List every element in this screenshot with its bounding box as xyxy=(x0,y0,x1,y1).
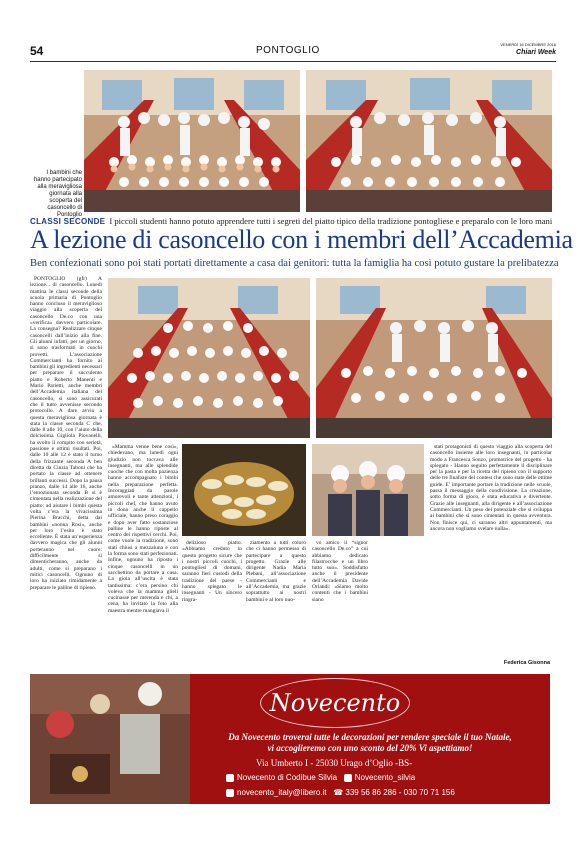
page-header xyxy=(30,44,556,62)
ad-social-row xyxy=(226,773,415,782)
column-2-text: «Mamma venne bene così», chiedevano, ma lunedì ogni giudizio non toccava alle insegnanti, ma alle splendide cuoche che con molta pazienza hanno accompagnato i bimbi nella preparazione perfetta. Incoraggiati da parole amorevoli e tante attenzioni, i piccoli chef, che hanno avuto in dono anche il cappello ufficiale, hanno preso coraggio e dopo aver fatto sostanziose palline le hanno riposte al centro dei rispettivi cerchi. Poi, come vuole la tradizione, sono stati chiusi a mezzaluna e con la forma sono stati perfezionati. Infine, ognuno ha riposto i cinque casoncelli in un sacchettino da portare a casa. La gioia all’uscita è stata tantissima: c’era persino chi voleva che la mamma glieli cucinasse per merenda e chi, a cena, ha invitato la foto alla maestra mentre mangiava il xyxy=(108,444,178,614)
article-column-1 xyxy=(30,276,102,668)
article-signature: Federica Gisonna xyxy=(503,660,550,666)
article-column-3 xyxy=(182,540,242,668)
article-headline: A lezione di casoncello con i membri dell’Accademia xyxy=(30,225,573,254)
article-column-2 xyxy=(108,444,178,668)
ad-tagline xyxy=(190,732,550,754)
facebook-icon xyxy=(226,774,234,782)
article-column-6 xyxy=(430,444,552,658)
ad-contact-row xyxy=(226,788,455,797)
column-4-text: ziamento a tutti coloro che ci hanno permesso di partecipare a questo progetto. Grazie alle dirigente Nadia Maria Plebani, all’associazione Commercianti e all’Accademia, ma grazie soprattutto ai nostri bambini e al loro nuo- xyxy=(246,540,306,603)
photo-caption: I bambini che hanno partecipato alla meravigliosa giornata alla scoperta del casoncello di Pontoglio xyxy=(33,170,82,218)
instagram-icon xyxy=(344,774,352,782)
ad-tagline-line-1: Da Novecento troverai tutte le decorazioni per rendere speciale il tuo Natale, xyxy=(228,732,512,742)
photo-class-stairs xyxy=(108,278,310,438)
photo-class-group xyxy=(316,278,552,438)
novecento-advertisement xyxy=(30,674,550,804)
kicker-text: I piccoli studenti hanno potuto apprendere tutti i segreti del piatto tipico della tradizione pontogliese e preparalo con le loro mani xyxy=(109,216,553,226)
phone-icon: ☎ xyxy=(333,788,344,797)
column-5-text: vo amico il “signor casoncello De.co” a cui abbiamo dedicato filastrocche e un libro tutto suo». Soddisfatto anche il presidente dell’Accademia Davide Orlandi: «Siamo molto contenti che i bambini siano xyxy=(312,540,368,603)
novecento-logo xyxy=(260,678,410,728)
section-title: PONTOGLIO xyxy=(256,45,320,56)
instagram-handle: Novecento_silvia xyxy=(354,773,416,782)
column-3-text: delizioso piatto. «Abbiamo creduto in questo progetto sicure che i nostri piccoli cuochi, i pontogliesi di domani, saranno fieri custodi della tradizione del paese - hanno spiegato le insegnanti - Un sincero ringra- xyxy=(182,540,242,603)
column-6-text: stati protagonisti di questo viaggio alla scoperta del casoncello insieme alle loro insegnanti, in particolar modo a Francesca Sonzo, promotrice del progetto - ha spiegato - Hanno seguito perfettamente il disciplinare per la pasta e per la ricetta del ripieno con il supporto delle tre finaliste del contest che sono state delle ottime guide. E’ importante portare la tradizione nelle scuole, passa il messaggio della condivisione. La creazione, sotto forma di gioco, è stata educativa e divertente. Grazie alle insegnanti, alla dirigente e all’associazione Commercianti. Un peso del potenziale che si sviluppa ai bambini che si sono cimentati in questa avventura. Non finisce qui, ci saranno altri appuntamenti, ma ancora non vogliamo svelare nulla». xyxy=(430,444,552,532)
kicker-label: CLASSI SECONDE xyxy=(30,217,106,226)
ad-christmas-decor-image xyxy=(30,674,190,804)
issue-date: VENERDÌ 16 DICEMBRE 2016 xyxy=(500,42,556,47)
column-1-text: PONTOGLIO (gfr) A lezione... di casoncello. Lunedì mattina le classi seconde della scuola primaria di Pontoglio hanno concluso il meraviglioso viaggio alla scoperta del casoncello De.co con una «verifica» davvero particolare. La consegna? Realizzare cinque casoncelli dall’inizio alla fine. Gli alunni infatti, per un giorno, si sono trasformati in cuochi provetti. L’associazione Commercianti ha fornito ai bambini gli ingredienti necessari per preparare il succulento piatto e Roberto Manenti e Mario Parietti, anche membri dell’Accademia italiana del casoncello, si sono assicurati che il tutto avvenisse secondo protocollo. A dare avvio a questa meravigliosa giornata è stata la classe seconda C che, dalle 8 alle 10, con l’aiuto della dolcissima Gigliola Piovanelli, ha svolto il compito con serietà, passione e ottimi risultati. Poi, dalle 10 alle 12 è stato il turno della frizzante seconda A ben diretta da Cinzia Taboni che ha portato la classe ad ottenere brillanti successi. Dopo la pausa pranzo, dalle 14 alle 16, anche l’emozionata seconda B si è cimentata nella realizzazione del piatto: ad aiutare i bimbi questa volta c’era la vivacissima Pierina Bracchi, detta dai bambini «nonna Rosi», anche per loro l’esito è stato eccellente. È stata un’esperienza davvero magica che gli alunni porteranno nel cuore: difficilmente si dimenticheranno, anche da adulti, come si preparano i mitici casoncelli. Ognuno di loro ha iniziato timidamente a preparare le palline di ripieno. xyxy=(30,276,102,591)
email-icon xyxy=(226,789,234,797)
article-subhead: Ben confezionati sono poi stati portati direttamente a casa dai genitori: tutta la famiglia ha così potuto gustare la prelibatezza xyxy=(30,258,559,269)
article-column-5 xyxy=(312,540,368,668)
brand-name: Novecento xyxy=(269,689,401,717)
photo-casoncelli xyxy=(182,444,306,536)
facebook-handle: Novecento di Codibue Silvia xyxy=(237,773,338,782)
ad-email: novecento_italy@libero.it xyxy=(237,788,327,797)
page-number: 54 xyxy=(30,44,44,58)
ad-phone: 339 56 86 286 - 030 70 71 156 xyxy=(345,788,455,797)
article-column-4 xyxy=(246,540,306,668)
photo-academy-cooks xyxy=(312,444,424,536)
photo-children-group-left xyxy=(84,70,300,212)
publication-name: Chiari Week xyxy=(516,49,556,56)
photo-children-group-right xyxy=(306,70,552,212)
ad-tagline-line-2: vi accoglieremo con uno sconto del 20% Vi aspettiamo! xyxy=(267,743,473,753)
ad-address: Via Umberto I - 25030 Urago d’Oglio -BS- xyxy=(256,758,413,768)
